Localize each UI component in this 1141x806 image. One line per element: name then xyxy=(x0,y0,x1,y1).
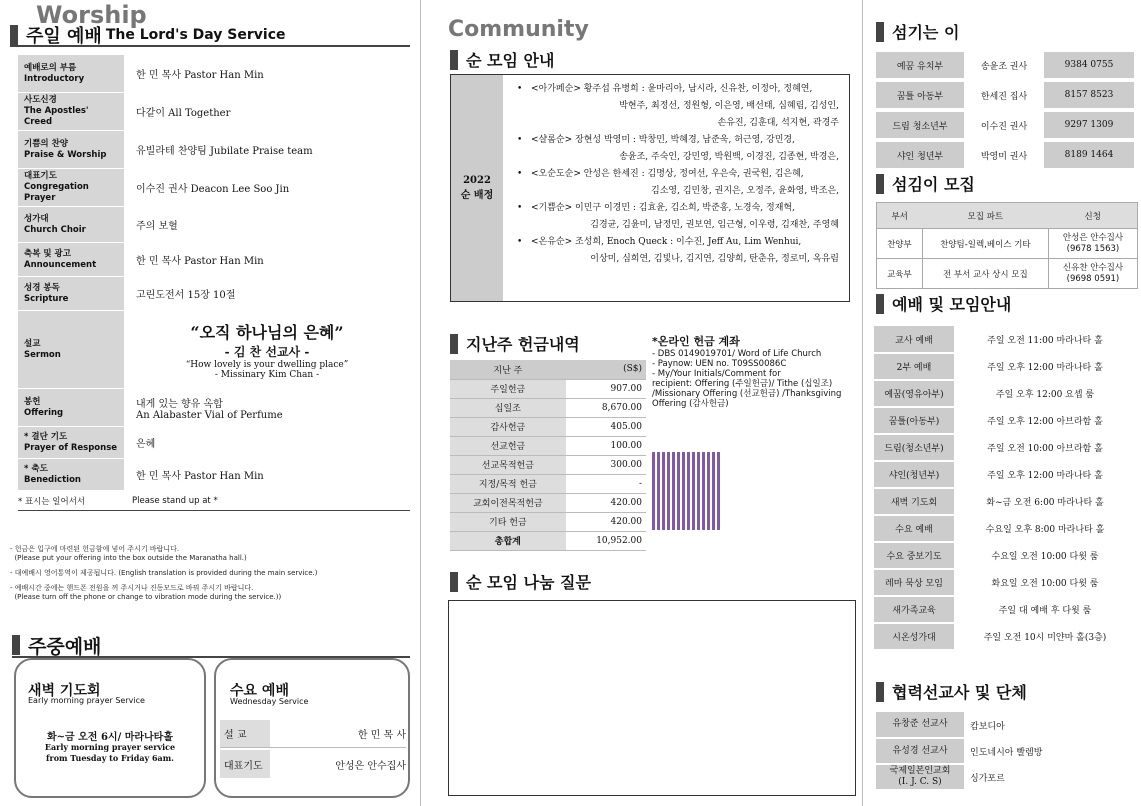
order-label: 봉헌 Offering xyxy=(18,389,124,426)
online-line: recipient: Offering (주일헌금)/ Tithe (십일조) /Missionary Offering (선교헌금) /Thanksgiving Offering (감사헌금) xyxy=(652,379,842,409)
order-row xyxy=(18,93,410,131)
order-row-benediction xyxy=(18,459,410,491)
group-heading: 순 모임 안내 xyxy=(450,48,554,71)
sunday-service-heading xyxy=(10,25,410,47)
mission-row: 유성경 선교사 인도네시아 빨렘방 xyxy=(876,738,1138,764)
community-column xyxy=(430,0,860,806)
question-box xyxy=(448,600,856,796)
online-line: - Paynow: UEN no. T09SS0086C xyxy=(652,359,787,369)
missions-table xyxy=(876,712,1138,791)
dawn-title: 새벽 기도회 xyxy=(28,683,101,699)
order-label: * 결단 기도 Prayer of Response xyxy=(18,427,124,458)
order-value: 이수진 권사 Deacon Lee Soo Jin xyxy=(136,184,290,195)
group-list xyxy=(503,75,849,301)
wednesday-service-box xyxy=(214,658,410,798)
order-label: 축복 및 광고 Announcement xyxy=(18,243,124,276)
service-row: 교사 예배 주일 오전 11:00 마라나타 홀 xyxy=(874,326,1136,353)
order-value: 고린도전서 15장 10절 xyxy=(136,290,236,301)
sermon-preacher: - 김 찬 선교사 - xyxy=(224,344,310,359)
sermon-title: “오직 하나님의 은혜” xyxy=(190,322,344,342)
recruit-row: 교육부 전 부서 교사 상시 모집 신유찬 안수집사 (9698 0591) xyxy=(877,259,1138,289)
dawn-desc1: Early morning prayer service xyxy=(44,742,176,752)
order-label: 기쁨의 찬양 Praise & Worship xyxy=(18,131,124,168)
group-item: • <온유순> 조성희, Enoch Queck : 이수진, Jeff Au, Lim Wenhui, 이상미, 심희연, 김빛나, 김지연, 김양희, 탄춘유, 정로미, 옥유림 xyxy=(517,234,843,268)
offering-row: 교회이전목적헌금 420.00 xyxy=(450,493,646,512)
service-row: 2부 예배 주일 오후 12:00 마라나타 홀 xyxy=(874,353,1136,380)
offering-row: 감사헌금 405.00 xyxy=(450,417,646,436)
offering-row: 주일헌금 907.00 xyxy=(450,379,646,398)
serve-row: 꿈틀 아동부 한세진 집사 8157 8523 xyxy=(876,82,1134,108)
sermon-block xyxy=(124,311,410,388)
order-value: 유빌라테 찬양팀 Jubilate Praise team xyxy=(136,146,313,157)
serve-row: 예꿈 유치부 송윤조 권사 9384 0755 xyxy=(876,52,1134,78)
offering-row: 선교헌금 100.00 xyxy=(450,436,646,455)
order-row xyxy=(18,169,410,207)
stand-note: * 표시는 일어서서 Please stand up at * xyxy=(18,491,410,511)
serve-row: 샤인 청년부 박영미 권사 8189 1464 xyxy=(876,142,1134,168)
recruit-table: 부서 모집 파트 신청 찬양부 찬양팀-일렉,베이스 기타 안성은 안수집사 (9678 1563) 교육부 전 부서 교사 상시 모집 신유찬 안수집사 (9698 0591) xyxy=(876,202,1138,289)
wed-title: 수요 예배 xyxy=(230,683,289,699)
recruit-heading: 섬김이 모집 xyxy=(876,172,975,195)
offering-col-week: 지난 주 xyxy=(450,360,566,379)
group-year: 2022 순 배정 xyxy=(451,75,503,301)
missions-heading: 협력선교사 및 단체 xyxy=(876,680,1027,703)
service-row: 수요 중보기도 수요일 오전 10:00 다윗 룸 xyxy=(874,542,1136,569)
sermon-preacher-en: - Missinary Kim Chan - xyxy=(214,369,320,380)
sunday-service-title-en: The Lord's Day Service xyxy=(105,27,286,43)
note-line: - 예배시간 중에는 핸드폰 전원을 꺼 주시거나 진동모드로 바꿔 주시기 바랍니다. xyxy=(10,584,254,592)
note-line: (Please turn off the phone or change to vibration mode during the service.)) xyxy=(10,593,282,601)
worship-notes xyxy=(10,545,410,602)
dawn-prayer-box xyxy=(14,658,206,798)
service-row: 레마 묵상 모임 화요일 오전 10:00 다윗 룸 xyxy=(874,569,1136,596)
note-line: - 대예배시 영어통역이 제공됩니다. (English translation is provided during the main service.) xyxy=(10,569,318,577)
order-value: 주의 보혈 xyxy=(136,221,178,232)
order-value: 한 민 목사 Pastor Han Min xyxy=(136,70,264,81)
offering-row: 지정/목적 헌금 - xyxy=(450,474,646,493)
mission-row: 유창준 선교사 캄보디아 xyxy=(876,712,1138,738)
group-item: • <샬롬순> 장현성 박영미 : 박창민, 박혜경, 남준욱, 허근영, 강민경, 송윤조, 주숙인, 강민영, 박원백, 이경진, 김종현, 박경은, xyxy=(517,132,843,166)
service-row: 새벽 기도회 화~금 오전 6:00 마라나타 홀 xyxy=(874,488,1136,515)
group-assignment-box xyxy=(450,74,850,302)
order-row-offering xyxy=(18,389,410,427)
offering-row: 십일조 8,670.00 xyxy=(450,398,646,417)
offering-col-amount: (S$) xyxy=(566,360,646,379)
order-row xyxy=(18,277,410,311)
wed-row-sermon: 설 교 한 민 목 사 xyxy=(220,720,406,748)
order-label: 성경 봉독 Scripture xyxy=(18,277,124,310)
order-label: * 축도 Benediction xyxy=(18,459,124,490)
order-label: 성가대 Church Choir xyxy=(18,207,124,242)
order-value: 다같이 All Together xyxy=(136,108,231,119)
online-line: - My/Your Initials/Comment for xyxy=(652,369,781,379)
order-row-response xyxy=(18,427,410,459)
group-item: • <기쁨순> 이민구 이경민 : 김효윤, 김소희, 박준홍, 노경숙, 정재혁, 김경균, 김윤미, 남정민, 권보연, 임근형, 이우령, 김재찬, 주영혜 xyxy=(517,200,843,234)
service-row: 예꿈(영유아부) 주일 오후 12:00 요셉 룸 xyxy=(874,380,1136,407)
order-label: 사도신경 The Apostles' Creed xyxy=(18,93,124,130)
qr-code xyxy=(652,452,720,530)
dawn-en: Early morning prayer Service xyxy=(28,696,145,705)
group-item: • <아가페순> 황주섭 유병희 : 윤마리아, 남시라, 신유찬, 이정아, 정혜연, 박현주, 최정선, 정원형, 이은영, 배선태, 심혜림, 김성인, 손유진, 김훈대, 석지현, 곽경주 xyxy=(517,81,843,132)
online-offering xyxy=(652,337,852,409)
info-column xyxy=(864,0,1141,806)
order-of-service xyxy=(18,55,410,511)
offering-row: 총합계 10,952.00 xyxy=(450,531,646,550)
serve-row: 드림 청소년부 이수진 권사 9297 1309 xyxy=(876,112,1134,138)
mission-row: 국제일본인교회 (I. J. C. S) 싱가포르 xyxy=(876,764,1138,790)
order-row xyxy=(18,131,410,169)
wed-row-prayer: 대표기도 안성은 안수집사 xyxy=(220,750,406,778)
response-value: 은혜 xyxy=(136,439,156,450)
service-row: 수요 예배 수요일 오후 8:00 마라나타 홀 xyxy=(874,515,1136,542)
services-table xyxy=(874,326,1136,651)
question-heading: 순 모임 나눔 질문 xyxy=(450,570,591,593)
serve-table xyxy=(876,52,1134,172)
service-row: 시온성가대 주일 오전 10시 미얀마 홀(3층) xyxy=(874,623,1136,650)
group-item: • <오순도순> 안성은 한세진 : 김명상, 정여선, 우은숙, 권국원, 김은혜, 김소영, 김민창, 권지은, 오정주, 윤화영, 박조은, xyxy=(517,166,843,200)
note-line: - 헌금은 입구에 마련된 헌금함에 넣어 주시기 바랍니다. xyxy=(10,545,180,553)
dawn-desc2: from Tuesday to Friday 6am. xyxy=(46,753,174,763)
services-heading: 예배 및 모임안내 xyxy=(876,292,1011,315)
order-label: 예배로의 부름 Introductory xyxy=(18,55,124,92)
online-line: - DBS 0149019701/ Word of Life Church xyxy=(652,349,822,359)
online-title: *온라인 헌금 계좌 xyxy=(652,335,740,348)
offering-row: 기타 헌금 420.00 xyxy=(450,512,646,531)
worship-label: Worship xyxy=(36,1,147,29)
service-row: 샤인(청년부) 주일 오후 12:00 마라나타 홀 xyxy=(874,461,1136,488)
order-row xyxy=(18,243,410,277)
note-line: (Please put your offering into the box outside the Maranatha hall.) xyxy=(10,554,247,562)
worship-column xyxy=(0,0,420,806)
divider-right xyxy=(862,0,863,806)
divider-left xyxy=(420,0,421,806)
wed-en: Wednesday Service xyxy=(230,697,309,706)
recruit-row: 찬양부 찬양팀-일렉,베이스 기타 안성은 안수집사 (9678 1563) xyxy=(877,229,1138,259)
offering-value: 내게 있는 향유 옥합 An Alabaster Vial of Perfume xyxy=(136,398,283,421)
service-row: 새가족교육 주일 대 예배 후 다윗 룸 xyxy=(874,596,1136,623)
order-row-sermon xyxy=(18,311,410,389)
offering-heading: 지난주 헌금내역 xyxy=(450,332,580,355)
order-label: 대표기도 Congregation Prayer xyxy=(18,169,124,206)
order-row xyxy=(18,207,410,243)
benediction-value: 한 민 목사 Pastor Han Min xyxy=(136,471,264,482)
sermon-title-en: “How lovely is your dwelling place” xyxy=(185,359,349,370)
community-label: Community xyxy=(448,17,589,42)
order-value: 한 민 목사 Pastor Han Min xyxy=(136,256,264,267)
sunday-service-title-ko: 주일 예배 xyxy=(26,26,102,47)
weekday-heading: 주중예배 xyxy=(12,634,410,658)
dawn-time: 화~금 오전 6시/ 마라나타홀 xyxy=(46,732,174,743)
order-label: 설교 Sermon xyxy=(18,311,124,388)
offering-row: 선교목적헌금 300.00 xyxy=(450,455,646,474)
service-row: 드림(청소년부) 주일 오전 10:00 아브라함 홀 xyxy=(874,434,1136,461)
offering-table xyxy=(450,360,646,551)
service-row: 꿈틀(아동부) 주일 오후 12:00 아브라함 홀 xyxy=(874,407,1136,434)
serve-heading: 섬기는 이 xyxy=(876,20,959,43)
order-row xyxy=(18,55,410,93)
heading-bar xyxy=(10,25,18,45)
